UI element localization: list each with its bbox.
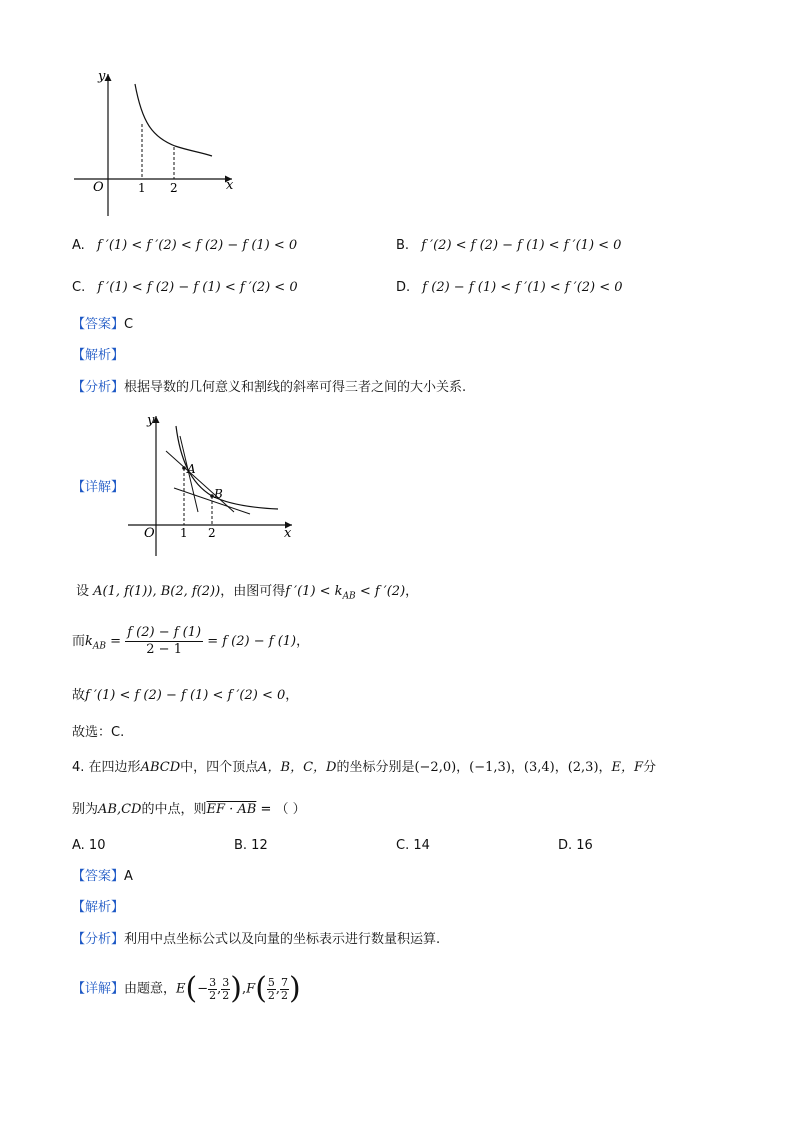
figure-2-graph xyxy=(120,408,300,560)
f-x-fraction xyxy=(267,977,276,1002)
tick-label-1: 1 xyxy=(180,526,188,540)
analysis-tag: 【解析】 xyxy=(72,348,125,363)
paren-close: ) xyxy=(289,971,301,1006)
detail-tag: 【详解】 xyxy=(72,981,125,997)
text-prefix: 设 xyxy=(76,584,90,599)
paren-open: ( xyxy=(185,971,198,1006)
stem-text: 分 xyxy=(643,760,657,775)
q3-detail-tag xyxy=(72,478,124,498)
fenxi-tag: 【分析】 xyxy=(72,380,125,395)
fenxi-tag: 【分析】 xyxy=(72,932,125,947)
q3-detail-line-4 xyxy=(72,723,124,743)
choice-conclusion: 故选：C. xyxy=(72,725,125,740)
fenxi-text: 根据导数的几何意义和割线的斜率可得三者之间的大小关系. xyxy=(124,380,467,395)
q3-option-d xyxy=(396,278,623,298)
text-prefix: 而 xyxy=(72,634,86,649)
analysis-tag: 【解析】 xyxy=(72,900,125,915)
secant-ab xyxy=(166,451,234,512)
text-end: ， xyxy=(405,584,419,599)
equals-sign: = xyxy=(106,634,126,649)
stem-text: 的坐标分别是 xyxy=(336,760,415,775)
fraction-denominator: 2 − 1 xyxy=(146,642,182,657)
decreasing-curve xyxy=(135,84,212,156)
point-f-label: F xyxy=(246,981,256,997)
q3-detail-line-3 xyxy=(72,686,298,706)
q4-option-b: B. 12 xyxy=(234,838,268,853)
paren-open: ( xyxy=(255,971,267,1006)
option-text: f ′(2) < f (2) − f (1) < f ′(1) < 0 xyxy=(421,238,622,253)
stem-text: 的中点，则 xyxy=(141,802,207,817)
fraction-denominator: 2 xyxy=(267,988,275,1002)
q4-stem-line-2 xyxy=(72,800,306,820)
inequality-part-1: f ′(1) < k xyxy=(285,584,343,599)
fraction-numerator: f (2) − f (1) xyxy=(127,625,202,640)
stem-text: 在四边形 xyxy=(88,760,141,775)
stem-text: 别为 xyxy=(72,802,99,817)
q4-option-d: D. 16 xyxy=(558,838,593,853)
option-text: f ′(1) < f ′(2) < f (2) − f (1) < 0 xyxy=(96,238,298,253)
point-a-marker xyxy=(182,466,186,470)
q4-option-a: A. 10 xyxy=(72,838,106,853)
option-letter: C. xyxy=(72,280,86,295)
option-letter: A. xyxy=(72,238,85,253)
e-x-fraction xyxy=(208,977,217,1002)
y-axis-label: y xyxy=(98,69,106,84)
answer-tag: 【答案】 xyxy=(72,869,125,884)
option-text: f (2) − f (1) < f ′(1) < f ′(2) < 0 xyxy=(422,280,623,295)
stem-math: AB,CD xyxy=(98,802,142,817)
text-end: ， xyxy=(285,688,299,703)
detail-prefix: 由题意， xyxy=(124,981,177,997)
option-letter: B. xyxy=(396,238,410,253)
paren-close: ) xyxy=(230,971,243,1006)
tick-label-2: 2 xyxy=(170,181,178,195)
q4-stem-line-1 xyxy=(72,758,656,778)
stem-coordinates: (−2,0)，(−1,3)，(3,4)，(2,3)， xyxy=(414,760,612,775)
fraction-denominator: 2 xyxy=(281,988,289,1002)
q4-option-c: C. 14 xyxy=(396,838,430,853)
option-text: f ′(1) < f (2) − f (1) < f ′(2) < 0 xyxy=(97,280,298,295)
q4-fenxi xyxy=(72,930,440,950)
q3-option-c xyxy=(72,278,298,298)
e-y-fraction xyxy=(221,977,230,1002)
rhs-expression: = f (2) − f (1) xyxy=(203,634,297,649)
q3-detail-line-2 xyxy=(72,622,309,662)
q3-analysis-tag xyxy=(72,346,124,366)
answer-value: C xyxy=(124,317,134,332)
vector-dot-product: EF · AB xyxy=(206,802,257,817)
option-letter: D. xyxy=(396,280,411,295)
q4-detail: 【详解】由题意，E(− $\frac{3}{2}$ , $\frac{3}{2}$ ),F( $\frac{5}{2}$ , $\frac{7}{2}$ ) xyxy=(72,971,301,1006)
fraction-numerator: 3 xyxy=(209,975,217,989)
points-def: A(1, f(1)), B(2, f(2)) xyxy=(93,584,221,599)
stem-blank: = （ ） xyxy=(256,802,306,817)
y-axis-label: y xyxy=(147,413,155,428)
q3-option-a xyxy=(72,236,297,256)
fraction-numerator: 7 xyxy=(281,975,289,989)
stem-text: 中，四个顶点 xyxy=(180,760,259,775)
stem-math: A，B，C，D xyxy=(258,760,337,775)
q3-fenxi xyxy=(72,378,466,398)
fraction-denominator: 2 xyxy=(222,988,230,1002)
point-e-label: E xyxy=(176,981,186,997)
question-number: 4. xyxy=(72,760,85,775)
final-inequality: f ′(1) < f (2) − f (1) < f ′(2) < 0 xyxy=(85,688,286,703)
k-symbol: k xyxy=(85,634,93,649)
subscript-ab: AB xyxy=(92,641,107,652)
slope-fraction xyxy=(125,625,203,658)
fraction-numerator: 3 xyxy=(222,975,230,989)
q4-analysis-tag xyxy=(72,898,124,918)
figure-1-graph xyxy=(60,62,250,222)
q3-answer xyxy=(72,315,133,335)
fraction-denominator: 2 xyxy=(209,988,217,1002)
q3-option-b xyxy=(396,236,621,256)
answer-tag: 【答案】 xyxy=(72,317,125,332)
point-a-label: A xyxy=(187,462,196,476)
text-end: ， xyxy=(296,634,310,649)
subscript-ab: AB xyxy=(342,591,356,602)
x-axis-label: x xyxy=(284,526,292,541)
answer-value: A xyxy=(124,869,133,884)
stem-math: ABCD xyxy=(140,760,181,775)
text-mid: ，由图可得 xyxy=(220,584,286,599)
point-b-label: B xyxy=(214,487,223,501)
text-prefix: 故 xyxy=(72,688,86,703)
minus-sign: − xyxy=(197,981,209,997)
fraction-numerator: 5 xyxy=(267,975,275,989)
x-axis-label: x xyxy=(226,178,234,193)
tick-label-1: 1 xyxy=(138,181,146,195)
origin-label: O xyxy=(144,526,155,541)
inequality-part-2: < f ′(2) xyxy=(355,584,406,599)
fenxi-text: 利用中点坐标公式以及向量的坐标表示进行数量积运算. xyxy=(124,932,441,947)
origin-label: O xyxy=(93,180,104,195)
detail-tag: 【详解】 xyxy=(72,480,125,495)
f-y-fraction xyxy=(280,977,289,1002)
q3-detail-line-1 xyxy=(76,582,418,607)
stem-math: E，F xyxy=(611,760,644,775)
q4-answer xyxy=(72,867,133,887)
tick-label-2: 2 xyxy=(208,526,216,540)
